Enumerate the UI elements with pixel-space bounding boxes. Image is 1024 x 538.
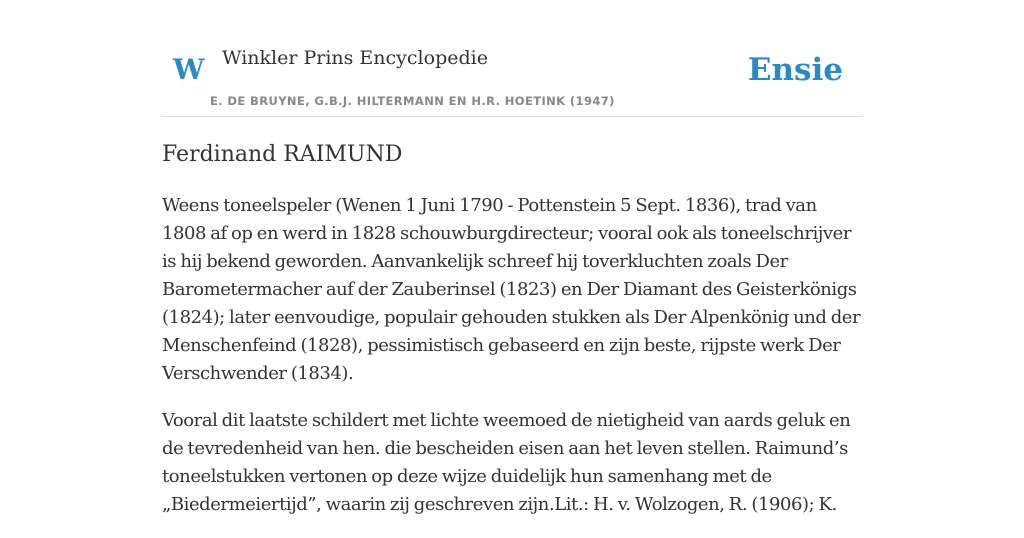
ensie-logo[interactable]: Ensie	[747, 52, 843, 88]
article-title: Ferdinand RAIMUND	[162, 142, 403, 167]
source-authors: E. DE BRUYNE, G.B.J. HILTERMANN EN H.R. HOETINK (1947)	[210, 94, 615, 108]
source-title-link[interactable]: Winkler Prins Encyclopedie	[222, 47, 488, 69]
article-paragraph-1: Weens toneelspeler (Wenen 1 Juni 1790 - Pottenstein 5 Sept. 1836), trad van 1808 af op en werd in 1828 schouwburgdirecteur; vooral ook als toneelschrijver is hij bekend geworden. Aanvankelijk schreef hij toverkluchten zoals Der Barometermacher auf der Zauberinsel (1823) en Der Diamant des Geisterkönigs (1824); later eenvoudige, populair gehouden stukken als Der Alpenkönig und der Menschenfeind (1828), pessimistisch gebaseerd en zijn beste, rijpste werk Der Verschwender (1834).	[162, 195, 861, 384]
source-header	[162, 0, 862, 117]
article-paragraph-2: Vooral dit laatste schildert met lichte weemoed de nietigheid van aards geluk en de tevredenheid van hen. die bescheiden eisen aan het leven stellen. Raimund’s toneelstukken vertonen op deze wijze duidelijk hun samenhang met de „Biedermeiertijd”, waarin zij geschreven zijn.Lit.: H. v. Wolzogen, R. (1906); K.	[162, 410, 851, 515]
winkler-prins-logo[interactable]: W	[173, 53, 205, 86]
article-body	[162, 192, 862, 538]
